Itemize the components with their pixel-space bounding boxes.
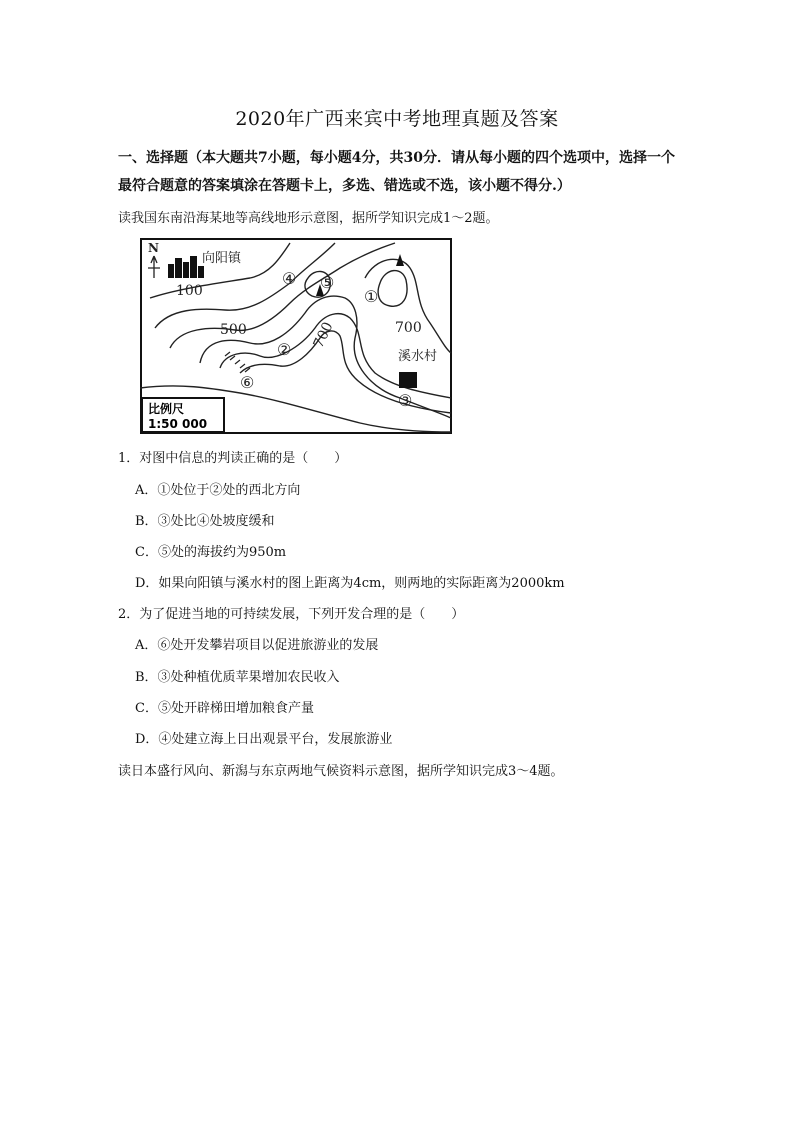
- contour-label: 100: [176, 283, 203, 299]
- contour-label: 700: [395, 320, 422, 336]
- marker-2: ②: [277, 340, 292, 359]
- scale-title: 比例尺: [148, 402, 185, 416]
- section-header: 一、选择题（本大题共7小题，每小题4分，共30分．请从每小题的四个选项中，选择一个最符合题意的答案填涂在答题卡上，多选、错选或不选，该小题不得分.）: [118, 150, 675, 194]
- intro-text-2: 读日本盛行风向、新潟与东京两地气候资料示意图，据所学知识完成3～4题。: [118, 764, 564, 779]
- question-1-option-a: A．①处位于②处的西北方向: [135, 483, 301, 498]
- question-2-option-c: C．⑤处开辟梯田增加粮食产量: [135, 701, 314, 716]
- scale-box: [142, 398, 224, 432]
- question-2-stem: 2．为了促进当地的可持续发展，下列开发合理的是（ ）: [118, 607, 465, 622]
- contour-map: [140, 238, 452, 434]
- question-1-option-c: C．⑤处的海拔约为950m: [135, 545, 287, 560]
- marker-4: ④: [282, 269, 297, 288]
- question-1-stem: 1．对图中信息的判读正确的是（ ）: [118, 451, 348, 466]
- question-1-option-b: B．③处比④处坡度缓和: [135, 514, 275, 529]
- town-label: 向阳镇: [202, 251, 242, 266]
- contour-label: 700: [310, 319, 337, 351]
- question-2-option-b: B．③处种植优质苹果增加农民收入: [135, 670, 340, 685]
- page-title: 2020年广西来宾中考地理真题及答案: [235, 108, 559, 130]
- intro-text-1: 读我国东南沿海某地等高线地形示意图，据所学知识完成1～2题。: [118, 211, 499, 226]
- village-label: 溪水村: [398, 349, 438, 364]
- question-2-option-d: D．④处建立海上日出观景平台，发展旅游业: [135, 732, 393, 747]
- scale-value: 1:50 000: [148, 417, 208, 431]
- marker-1: ①: [364, 287, 379, 306]
- contour-label: 500: [220, 322, 247, 338]
- marker-3: ③: [398, 391, 413, 410]
- marker-6: ⑥: [240, 373, 255, 392]
- marker-5: ⑤: [320, 273, 335, 292]
- village-marker-icon: [399, 372, 417, 388]
- question-2-option-a: A．⑥处开发攀岩项目以促进旅游业的发展: [135, 638, 379, 653]
- question-1-option-d: D．如果向阳镇与溪水村的图上距离为4cm，则两地的实际距离为2000km: [135, 576, 565, 591]
- north-label: N: [148, 241, 159, 255]
